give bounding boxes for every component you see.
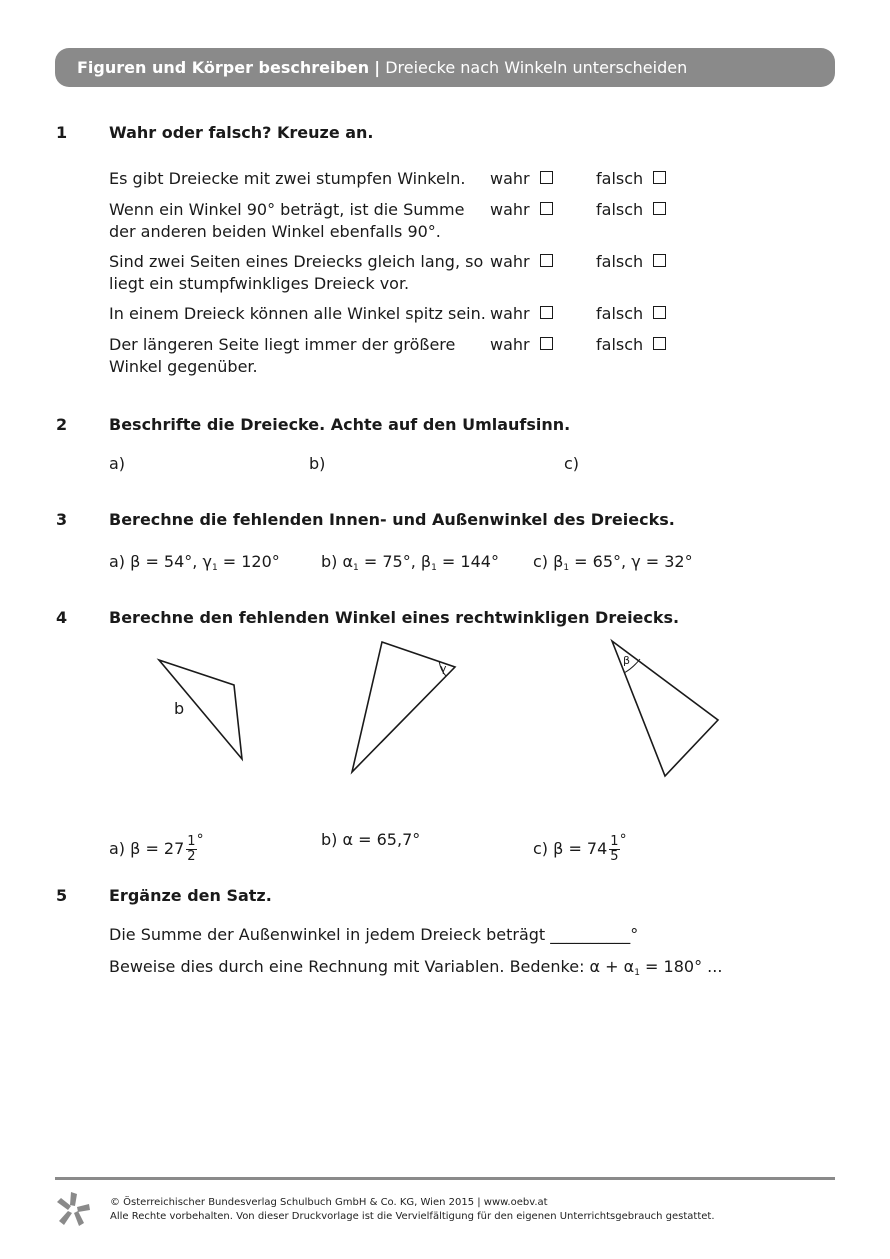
task1-row-2-true[interactable]: wahr — [490, 199, 553, 221]
task1-statement-2: Wenn ein Winkel 90° beträgt, ist die Summe der anderen beiden Winkel ebenfalls 90°. — [109, 200, 465, 241]
task1-statement-5: Der längeren Seite liegt immer der größere Winkel gegenüber. — [109, 335, 456, 376]
task4-item-c: c) β = 74 $\frac{1}{5}$ ° — [533, 832, 627, 864]
task3-item-a: a) β = 54°, $\gamma_1 = 120^\circ$ — [109, 552, 280, 573]
task1-row-5-false[interactable]: falsch — [596, 334, 666, 356]
footer-copyright: © Österreichischer Bundesverlag Schulbuch GmbH & Co. KG, Wien 2015 | www.oebv.at Alle Rechte vorbehalten. Von dieser Druckvorlage ist die Vervielfältigung für den eigenen Unterrichtsgebrauch gestattet. — [110, 1197, 715, 1222]
task3-number: 3 — [56, 510, 68, 529]
task3-item-c: c) $\beta_1 = 65^\circ$, γ = 32° — [533, 552, 693, 573]
task5-sentence: Die Summe der Außenwinkel in jedem Dreieck beträgt __________° — [109, 925, 639, 944]
publisher-logo-icon — [55, 1190, 91, 1228]
task1-row-5-true[interactable]: wahr — [490, 334, 553, 356]
header-separator: | — [374, 58, 381, 77]
task1-row-4-false[interactable]: falsch — [596, 303, 666, 325]
task1-number: 1 — [56, 123, 68, 142]
header-topic: Figuren und Körper beschreiben — [77, 58, 370, 77]
task1-row-2-false[interactable]: falsch — [596, 199, 666, 221]
task1-row-3-true[interactable]: wahr — [490, 251, 553, 273]
task4-number: 4 — [56, 608, 68, 627]
task5-number: 5 — [56, 886, 68, 905]
task4-item-a: a) β = 27 $\frac{1}{2}$ ° — [109, 832, 204, 864]
task1-statement-3: Sind zwei Seiten eines Dreiecks gleich lang, so liegt ein stumpfwinkliges Dreieck vor. — [109, 252, 484, 293]
task1-row-4-true[interactable]: wahr — [490, 303, 553, 325]
beta-label: β — [623, 654, 631, 667]
task1-row-1-false[interactable]: falsch — [596, 168, 666, 190]
task1-row-3-false[interactable]: falsch — [596, 251, 666, 273]
task5-hint: Beweise dies durch eine Rechnung mit Variablen. Bedenke: $\alpha + \alpha_1 = 180^\circ$ ... — [109, 957, 723, 978]
fraction: $\frac{1}{2}$ — [187, 834, 196, 864]
side-b-label: b — [174, 699, 185, 718]
gamma-label: γ — [440, 662, 447, 675]
footer-divider — [55, 1177, 835, 1180]
header-subtopic: Dreiecke nach Winkeln unterscheiden — [385, 58, 688, 77]
task2-label-a: a) — [109, 454, 126, 473]
task3-title: Berechne die fehlenden Innen- und Außenwinkel des Dreiecks. — [109, 510, 675, 529]
task2-label-b: b) — [309, 454, 326, 473]
task2-number: 2 — [56, 415, 68, 434]
task1-statement-4: In einem Dreieck können alle Winkel spitz sein. — [109, 304, 486, 323]
task1-row-1-true[interactable]: wahr — [490, 168, 553, 190]
task4-item-b: b) α = 65,7° — [321, 830, 421, 849]
fraction: $\frac{1}{5}$ — [610, 834, 619, 864]
task1-title: Wahr oder falsch? Kreuze an. — [109, 123, 374, 142]
task1-statement-1: Es gibt Dreiecke mit zwei stumpfen Winkeln. — [109, 169, 466, 188]
task3-item-b: b) $\alpha_1 = 75^\circ$, $\beta_1 = 144^\circ$ — [321, 552, 499, 573]
task5-title: Ergänze den Satz. — [109, 886, 272, 905]
task2-title: Beschrifte die Dreiecke. Achte auf den Umlaufsinn. — [109, 415, 571, 434]
triangle-a — [159, 660, 242, 759]
task4-title: Berechne den fehlenden Winkel eines rechtwinkligen Dreiecks. — [109, 608, 680, 627]
task2-label-c: c) — [564, 454, 580, 473]
